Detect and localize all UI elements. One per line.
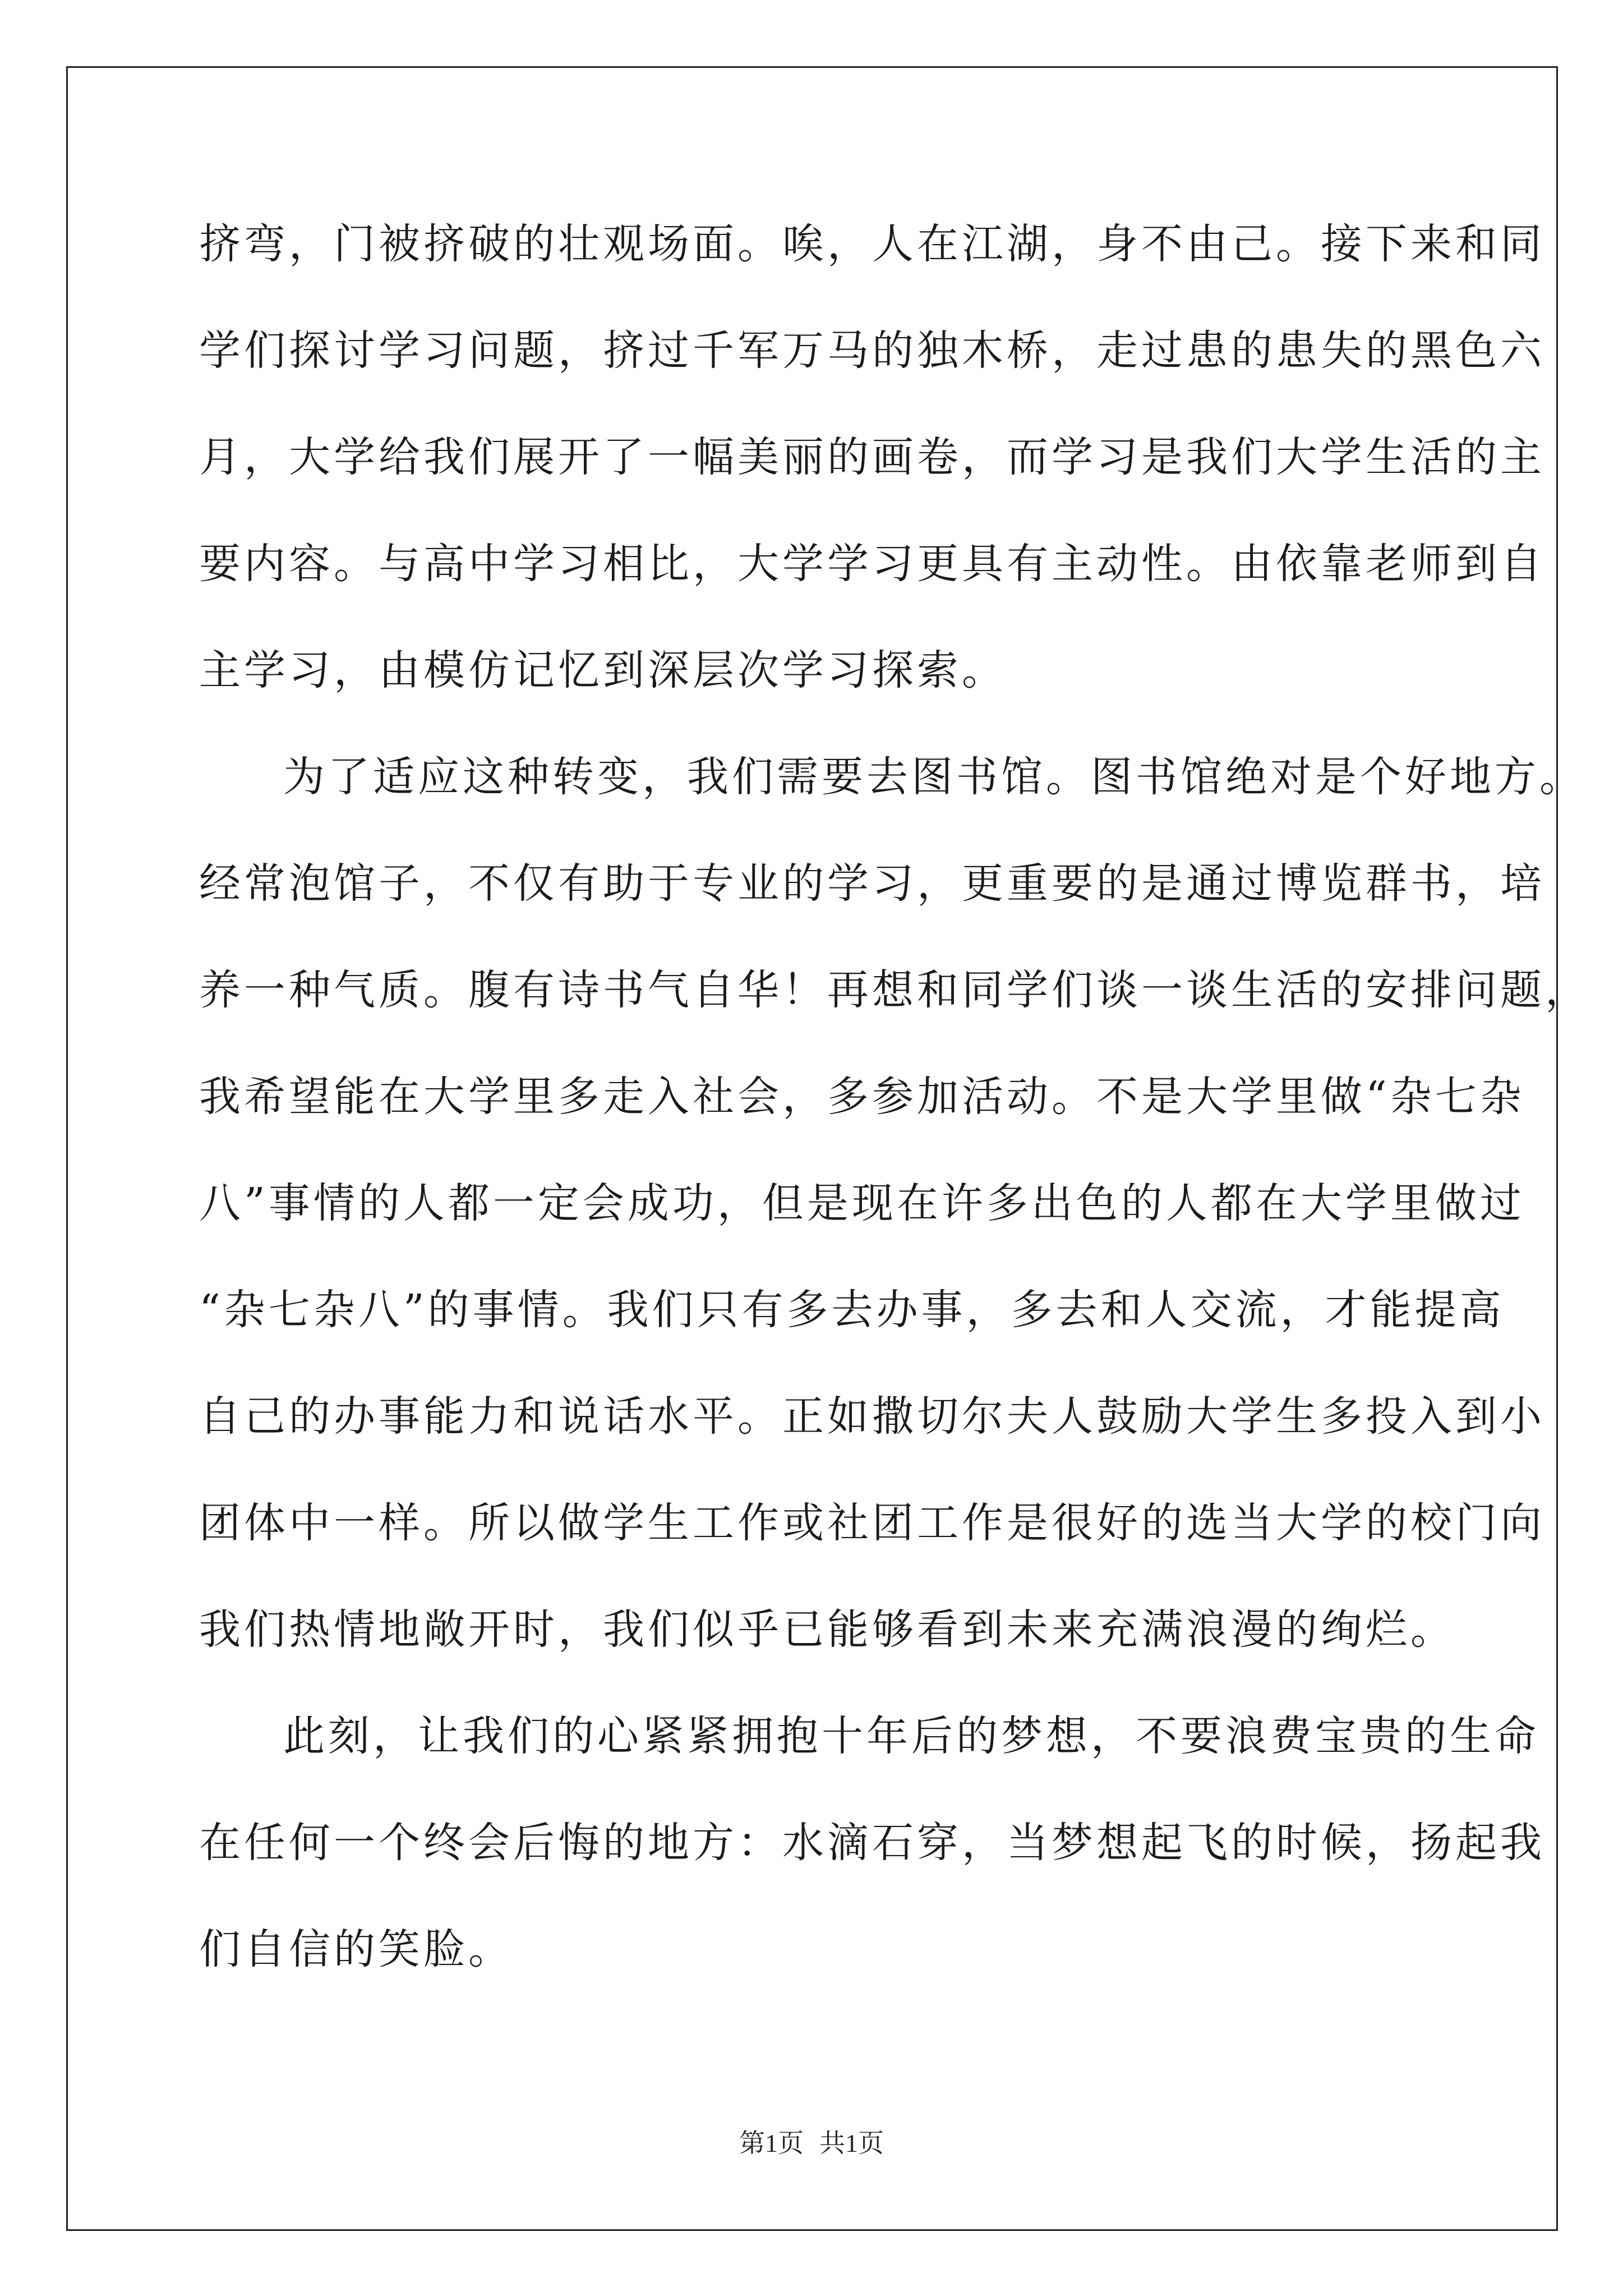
- text-line: 学们探讨学习问题，挤过千军万马的独木桥，走过患的患失的黑色六: [199, 326, 1545, 375]
- text-line: “杂七杂八”的事情。我们只有多去办事，多去和人交流，才能提高: [199, 1286, 1505, 1334]
- text-line: 养一种气质。腹有诗书气自华！再想和同学们谈一谈生活的安排问题，: [199, 966, 1590, 1014]
- text-line: 挤弯，门被挤破的壮观场面。唉，人在江湖，身不由己。接下来和同: [199, 220, 1545, 268]
- text-line: 在任何一个终会后悔的地方：水滴石穿，当梦想起飞的时候，扬起我: [199, 1819, 1545, 1867]
- page-number: 第1页: [739, 2129, 804, 2157]
- text-line: 我们热情地敞开时，我们似乎已能够看到未来充满浪漫的绚烂。: [199, 1605, 1455, 1654]
- page-border: [66, 66, 1558, 2231]
- page-footer: [0, 2123, 1623, 2160]
- paragraph-start-line: 为了适应这种转变，我们需要去图书馆。图书馆绝对是个好地方。: [283, 753, 1584, 801]
- page-total: 共1页: [819, 2129, 884, 2157]
- text-line: 八”事情的人都一定会成功，但是现在许多出色的人都在大学里做过: [199, 1179, 1525, 1227]
- text-line: 要内容。与高中学习相比，大学学习更具有主动性。由依靠老师到自: [199, 540, 1545, 588]
- text-line: 团体中一样。所以做学生工作或社团工作是很好的选当大学的校门向: [199, 1499, 1545, 1547]
- text-line: 我希望能在大学里多走入社会，多参加活动。不是大学里做“杂七杂: [199, 1073, 1525, 1121]
- text-line: 主学习，由模仿记忆到深层次学习探索。: [199, 646, 1007, 694]
- text-line: 月，大学给我们展开了一幅美丽的画卷，而学习是我们大学生活的主: [199, 433, 1545, 481]
- text-line: 经常泡馆子，不仅有助于专业的学习，更重要的是通过博览群书，培: [199, 859, 1545, 908]
- paragraph-start-line: 此刻，让我们的心紧紧拥抱十年后的梦想，不要浪费宝贵的生命: [283, 1712, 1539, 1760]
- text-line: 自己的办事能力和说话水平。正如撒切尔夫人鼓励大学生多投入到小: [199, 1392, 1545, 1441]
- text-line: 们自信的笑脸。: [199, 1925, 513, 1973]
